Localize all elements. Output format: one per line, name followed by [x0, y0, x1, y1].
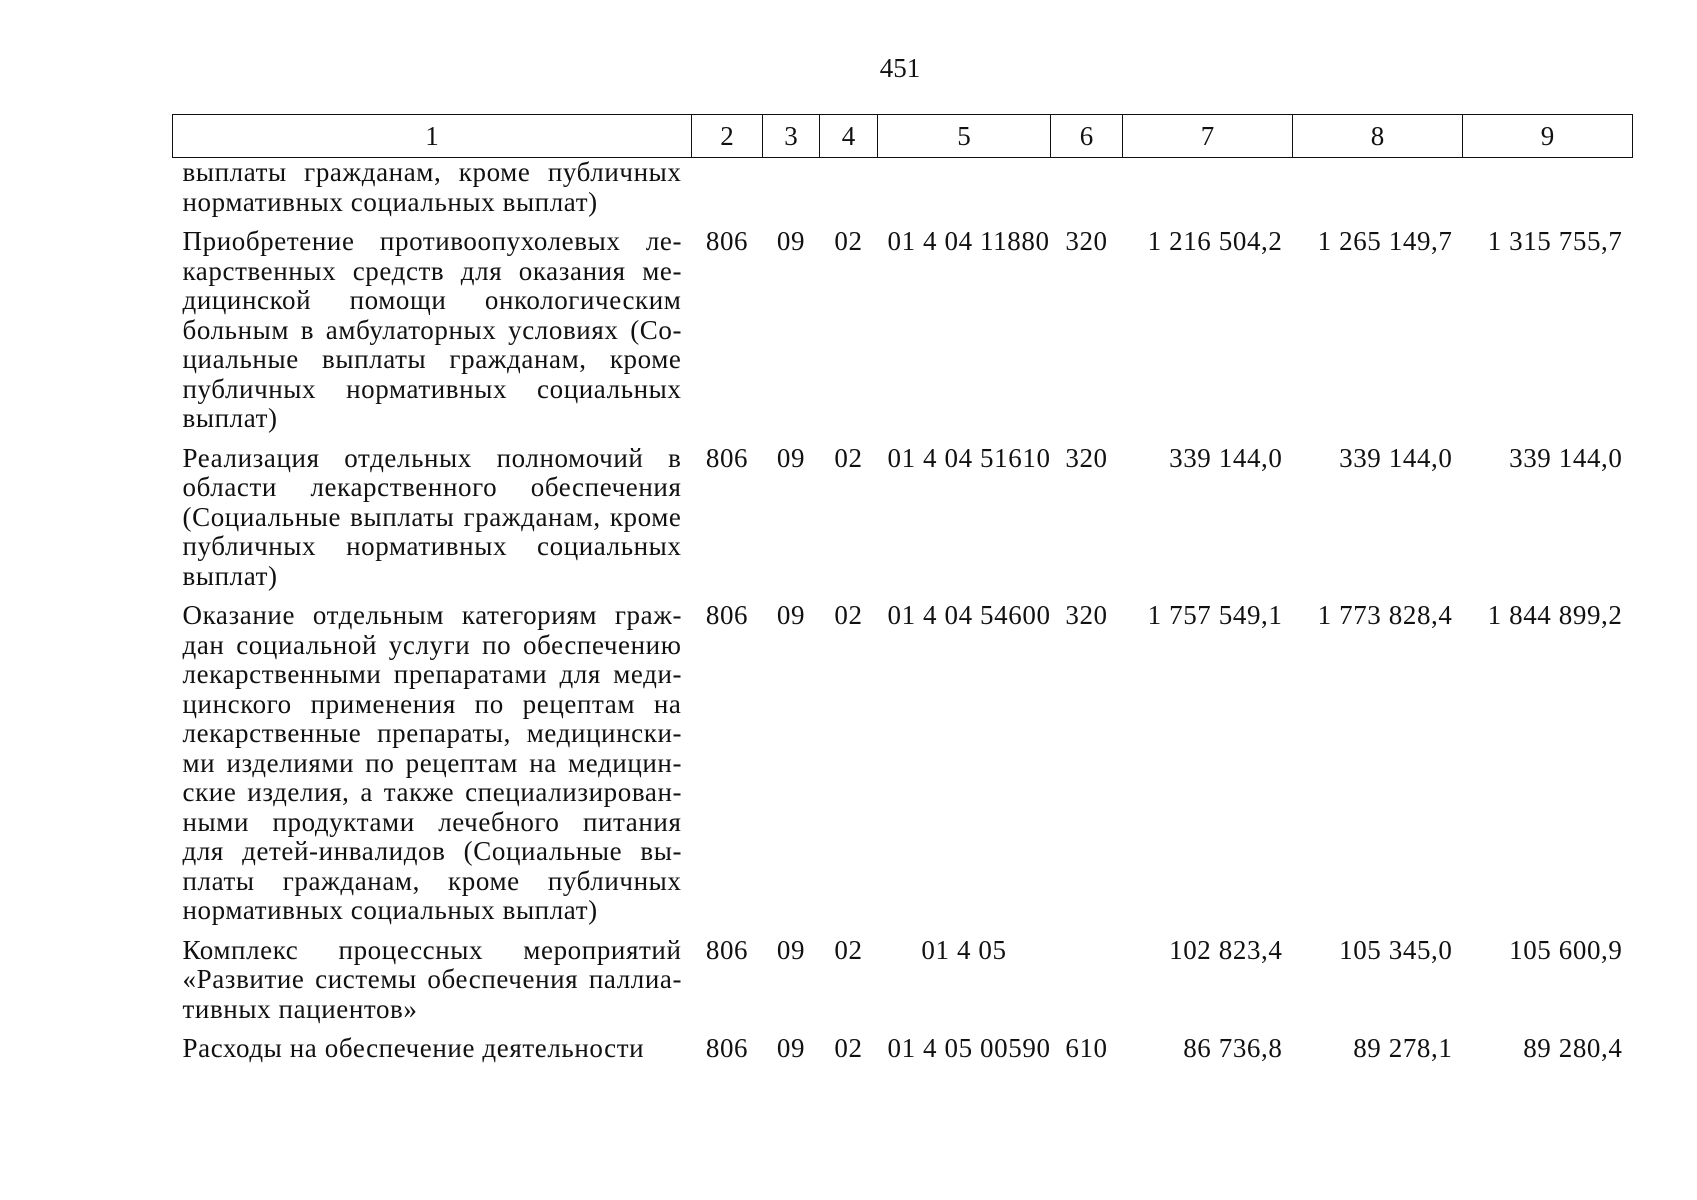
table-row: [173, 1024, 1633, 1064]
row-description: Расходы на обеспечение деятельности: [182, 1033, 645, 1063]
row-description: Комплекс процессных мероприятий «Развитие системы обеспечения паллиативных пациентов»: [182, 934, 682, 1024]
row-expense-type: 320: [1065, 442, 1108, 473]
row-amount-year-3: 1 315 755,7: [1487, 226, 1623, 256]
row-amount-year-3: 105 600,9: [1509, 934, 1623, 965]
table-row: [173, 434, 1633, 592]
row-expense-type: [1051, 926, 1123, 1025]
row-target-article: 01 4 04 51610: [887, 442, 1051, 473]
row-amount-year-2: [1293, 158, 1463, 218]
row-subsection-code: 02: [834, 600, 863, 630]
row-ministry-code: 806: [705, 226, 749, 256]
row-subsection-code: 02: [834, 442, 863, 473]
row-expense-type: 610: [1065, 1033, 1108, 1063]
page-number: 451: [879, 53, 921, 83]
row-expense-type: 320: [1065, 600, 1108, 630]
header-row: [173, 115, 1633, 158]
header-col-7: 7: [1123, 115, 1293, 158]
row-section-code: 09: [776, 934, 806, 965]
row-subsection-code: 02: [834, 1033, 863, 1063]
header-col-6: 6: [1051, 115, 1123, 158]
table-row: [173, 158, 1633, 218]
table-row: [173, 926, 1633, 1025]
row-section-code: 09: [776, 442, 806, 473]
row-amount-year-1: 339 144,0: [1169, 442, 1283, 473]
row-section-code: 09: [776, 600, 806, 630]
row-amount-year-2: 1 265 149,7: [1317, 226, 1453, 256]
row-amount-year-1: 1 757 549,1: [1147, 600, 1283, 630]
row-subsection-code: 02: [834, 226, 863, 256]
row-target-article: 01 4 04 54600: [887, 600, 1051, 630]
header-col-1: 1: [173, 115, 692, 158]
row-section-code: 09: [776, 226, 806, 256]
row-description: Приобретение противоопухолевых лекарственных средств для оказания медицинской помощи онкологическим больным в амбулаторных условиях (Социальные выплаты гражданам, кроме публичных нормативных социальных выплат): [182, 226, 682, 433]
header-col-9: 9: [1463, 115, 1633, 158]
table-body: [173, 158, 1633, 1064]
row-ministry-code: 806: [705, 1033, 749, 1063]
budget-table: [172, 114, 1633, 1064]
row-amount-year-3: 89 280,4: [1523, 1033, 1623, 1063]
row-ministry-code: 806: [705, 442, 749, 473]
row-amount-year-3: 1 844 899,2: [1487, 600, 1623, 630]
row-description: Реализация отдельных полномочий в области лекарственного обеспечения (Социальные выплаты гражданам, кроме публичных нормативных социальных выплат): [182, 442, 682, 591]
table-row: [173, 217, 1633, 434]
row-section-code: 09: [776, 1033, 806, 1063]
header-col-5: 5: [878, 115, 1051, 158]
row-amount-year-3: 339 144,0: [1509, 442, 1623, 473]
row-amount-year-2: 1 773 828,4: [1317, 600, 1453, 630]
row-description: выплаты гражданам, кроме публичных нормативных социальных выплат): [182, 157, 682, 217]
table-header: [173, 115, 1633, 158]
row-subsection-code: 02: [834, 934, 863, 965]
header-col-2: 2: [692, 115, 763, 158]
table-row: [173, 591, 1633, 926]
row-expense-type: 320: [1065, 226, 1108, 256]
row-amount-year-3: [1463, 158, 1633, 218]
row-amount-year-1: 86 736,8: [1183, 1033, 1283, 1063]
row-target-article: 01 4 05: [921, 934, 1007, 965]
row-target-article: [878, 158, 1051, 218]
row-section-code: [763, 158, 820, 218]
row-amount-year-2: 105 345,0: [1339, 934, 1453, 965]
row-expense-type: [1051, 158, 1123, 218]
row-ministry-code: 806: [705, 934, 749, 965]
row-target-article: 01 4 05 00590: [887, 1033, 1051, 1063]
header-col-8: 8: [1293, 115, 1463, 158]
row-amount-year-1: 102 823,4: [1169, 934, 1283, 965]
row-amount-year-2: 339 144,0: [1339, 442, 1453, 473]
row-amount-year-2: 89 278,1: [1353, 1033, 1453, 1063]
row-target-article: 01 4 04 11880: [887, 226, 1050, 256]
row-description: Оказание отдельным категориям граждан социальной услуги по обеспечению лекарственными препаратами для медицинского применения по рецептам на лекарственные препараты, медицинскими изделиями по рецептам на медицинские изделия, а также специализированными продуктами лечебного питания для детей-инвалидов (Социальные выплаты гражданам, кроме публичных нормативных социальных выплат): [182, 600, 682, 925]
header-col-3: 3: [763, 115, 820, 158]
row-ministry-code: 806: [705, 600, 749, 630]
row-ministry-code: [692, 158, 763, 218]
row-amount-year-1: [1123, 158, 1293, 218]
row-subsection-code: [820, 158, 878, 218]
header-col-4: 4: [820, 115, 878, 158]
row-amount-year-1: 1 216 504,2: [1147, 226, 1283, 256]
